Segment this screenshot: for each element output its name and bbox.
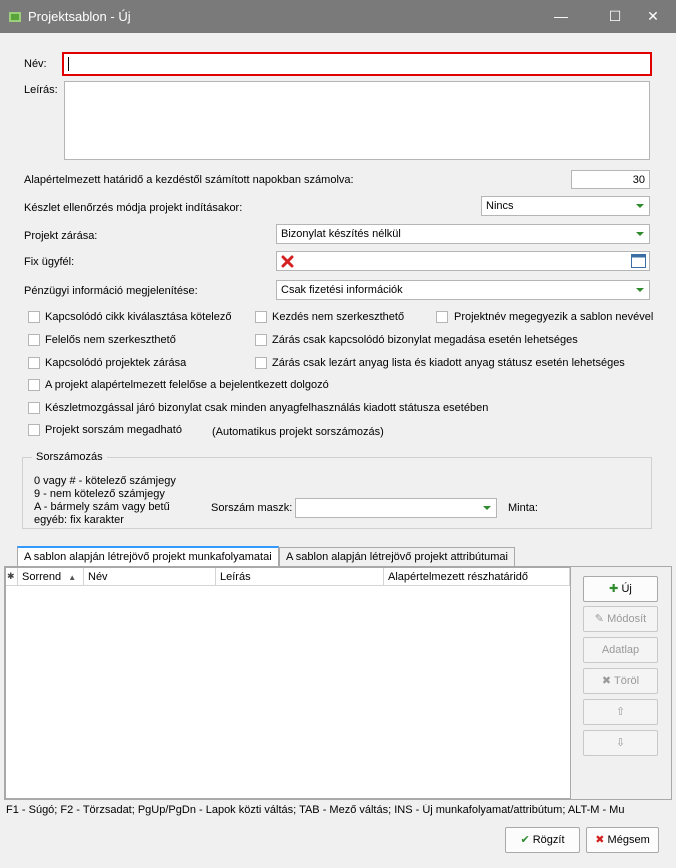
column-header-order[interactable] bbox=[18, 568, 84, 586]
finance-label: Pénzügyi információ megjelenítése: bbox=[24, 285, 198, 297]
checkmark-icon: ✔ bbox=[520, 834, 530, 846]
column-header-name[interactable]: Név bbox=[84, 568, 216, 586]
stock-check-select[interactable] bbox=[481, 196, 650, 216]
checkbox-default-owner-label: A projekt alapértelmezett felelőse a bejelentkezett dolgozó bbox=[45, 379, 329, 391]
column-header-order-label: Sorrend bbox=[22, 571, 62, 583]
delete-icon: ✖ bbox=[601, 675, 612, 687]
checkbox-stock-movement[interactable] bbox=[28, 402, 40, 414]
stock-check-value: Nincs bbox=[486, 200, 514, 212]
tab-attributes[interactable]: A sablon alapján létrejövő projekt attribútumai bbox=[279, 547, 515, 567]
maximize-button[interactable]: ☐ bbox=[608, 8, 622, 24]
numbering-help-line: egyéb: fix karakter bbox=[34, 514, 124, 526]
shortcut-hint-bar: F1 - Súgó; F2 - Törzsadat; PgUp/PgDn - Lapok közti váltás; TAB - Mező váltás; INS - Új munkafolyamat/attribútum; ALT-M - Mu bbox=[6, 804, 625, 816]
checkbox-owner-locked[interactable] bbox=[28, 334, 40, 346]
checkbox-owner-locked-label: Felelős nem szerkeszthető bbox=[45, 334, 176, 346]
name-input[interactable] bbox=[62, 52, 652, 76]
cancel-button-label: Mégsem bbox=[607, 834, 650, 846]
column-header-deadline[interactable]: Alapértelmezett részhatáridő bbox=[384, 568, 570, 586]
edit-button[interactable] bbox=[583, 606, 658, 632]
description-label: Leírás: bbox=[24, 84, 58, 96]
checkbox-close-related-label: Kapcsolódó projektek zárása bbox=[45, 357, 187, 369]
checkbox-start-locked[interactable] bbox=[255, 311, 267, 323]
calendar-icon[interactable] bbox=[631, 254, 646, 268]
checkbox-name-from-template[interactable] bbox=[436, 311, 448, 323]
checkbox-default-owner[interactable] bbox=[28, 379, 40, 391]
deadline-input[interactable] bbox=[571, 170, 650, 189]
checkbox-project-number-label: Projekt sorszám megadható bbox=[45, 424, 182, 436]
closing-label: Projekt zárása: bbox=[24, 230, 98, 242]
closing-select[interactable] bbox=[276, 224, 650, 244]
checkbox-close-with-material[interactable] bbox=[255, 357, 267, 369]
move-up-button[interactable]: ⇧ bbox=[583, 699, 658, 725]
delete-button[interactable] bbox=[583, 668, 658, 694]
datasheet-button[interactable]: Adatlap bbox=[583, 637, 658, 663]
cancel-button[interactable] bbox=[586, 827, 659, 853]
save-button[interactable] bbox=[505, 827, 580, 853]
delete-button-label: Töröl bbox=[614, 675, 640, 687]
cancel-icon: ✖ bbox=[595, 834, 605, 846]
tab-workflows[interactable]: A sablon alapján létrejövő projekt munkafolyamatai bbox=[17, 546, 279, 567]
checkbox-start-locked-label: Kezdés nem szerkeszthető bbox=[272, 311, 405, 323]
chevron-down-icon bbox=[636, 288, 644, 292]
edit-button-label: Módosít bbox=[607, 613, 647, 625]
checkbox-close-with-document-label: Zárás csak kapcsolódó bizonylat megadása esetén lehetséges bbox=[272, 334, 578, 346]
new-button[interactable] bbox=[583, 576, 658, 602]
checkbox-stock-movement-label: Készletmozgással járó bizonylat csak minden anyagfelhasználás kiadott státusza esetében bbox=[45, 402, 489, 414]
client-input[interactable] bbox=[276, 251, 650, 271]
save-button-label: Rögzít bbox=[532, 834, 565, 846]
new-button-label: Új bbox=[621, 583, 632, 595]
close-button[interactable]: ✕ bbox=[647, 8, 659, 24]
description-input[interactable] bbox=[64, 81, 650, 160]
sort-ascending-icon: ▲ bbox=[68, 573, 77, 582]
closing-value: Bizonylat készítés nélkül bbox=[281, 228, 401, 240]
stock-check-label: Készlet ellenőrzés módja projekt indításakor: bbox=[24, 202, 243, 214]
deadline-value: 30 bbox=[632, 174, 645, 186]
add-icon: ✚ bbox=[609, 583, 619, 595]
numbering-help-line: 9 - nem kötelező számjegy bbox=[34, 488, 165, 500]
checkbox-close-with-document[interactable] bbox=[255, 334, 267, 346]
numbering-help-line: 0 vagy # - kötelező számjegy bbox=[34, 475, 176, 487]
mask-label: Sorszám maszk: bbox=[211, 502, 293, 514]
numbering-group-title: Sorszámozás bbox=[32, 451, 107, 463]
checkbox-close-with-material-label: Zárás csak lezárt anyag lista és kiadott anyag státusz esetén lehetséges bbox=[272, 357, 625, 369]
auto-numbering-note: (Automatikus projekt sorszámozás) bbox=[212, 426, 384, 438]
window-title: Projektsablon - Új bbox=[28, 9, 131, 24]
chevron-down-icon bbox=[636, 204, 644, 208]
pencil-icon: ✎ bbox=[594, 613, 604, 625]
client-label: Fix ügyfél: bbox=[24, 256, 75, 268]
grid-row-marker: ✱ bbox=[6, 568, 18, 586]
finance-select[interactable] bbox=[276, 280, 650, 300]
name-label: Név: bbox=[24, 58, 47, 70]
chevron-down-icon bbox=[636, 232, 644, 236]
checkbox-project-number[interactable] bbox=[28, 424, 40, 436]
checkbox-close-related[interactable] bbox=[28, 357, 40, 369]
deadline-label: Alapértelmezett határidő a kezdéstől számított napokban számolva: bbox=[24, 174, 354, 186]
app-icon bbox=[8, 10, 22, 24]
chevron-down-icon bbox=[483, 506, 491, 510]
checkbox-required-item[interactable] bbox=[28, 311, 40, 323]
title-bar[interactable] bbox=[0, 0, 676, 33]
numbering-help-line: A - bármely szám vagy betű bbox=[34, 501, 170, 513]
clear-icon[interactable] bbox=[281, 255, 294, 268]
checkbox-required-item-label: Kapcsolódó cikk kiválasztása kötelező bbox=[45, 311, 232, 323]
move-down-button[interactable]: ⇩ bbox=[583, 730, 658, 756]
text-caret bbox=[68, 57, 69, 71]
sample-label: Minta: bbox=[508, 502, 538, 514]
minimize-button[interactable]: — bbox=[554, 8, 568, 24]
checkbox-name-from-template-label: Projektnév megegyezik a sablon nevével bbox=[454, 311, 654, 323]
column-header-description[interactable]: Leírás bbox=[216, 568, 384, 586]
finance-value: Csak fizetési információk bbox=[281, 284, 403, 296]
workflow-grid[interactable] bbox=[5, 567, 571, 799]
mask-select[interactable] bbox=[295, 498, 497, 518]
